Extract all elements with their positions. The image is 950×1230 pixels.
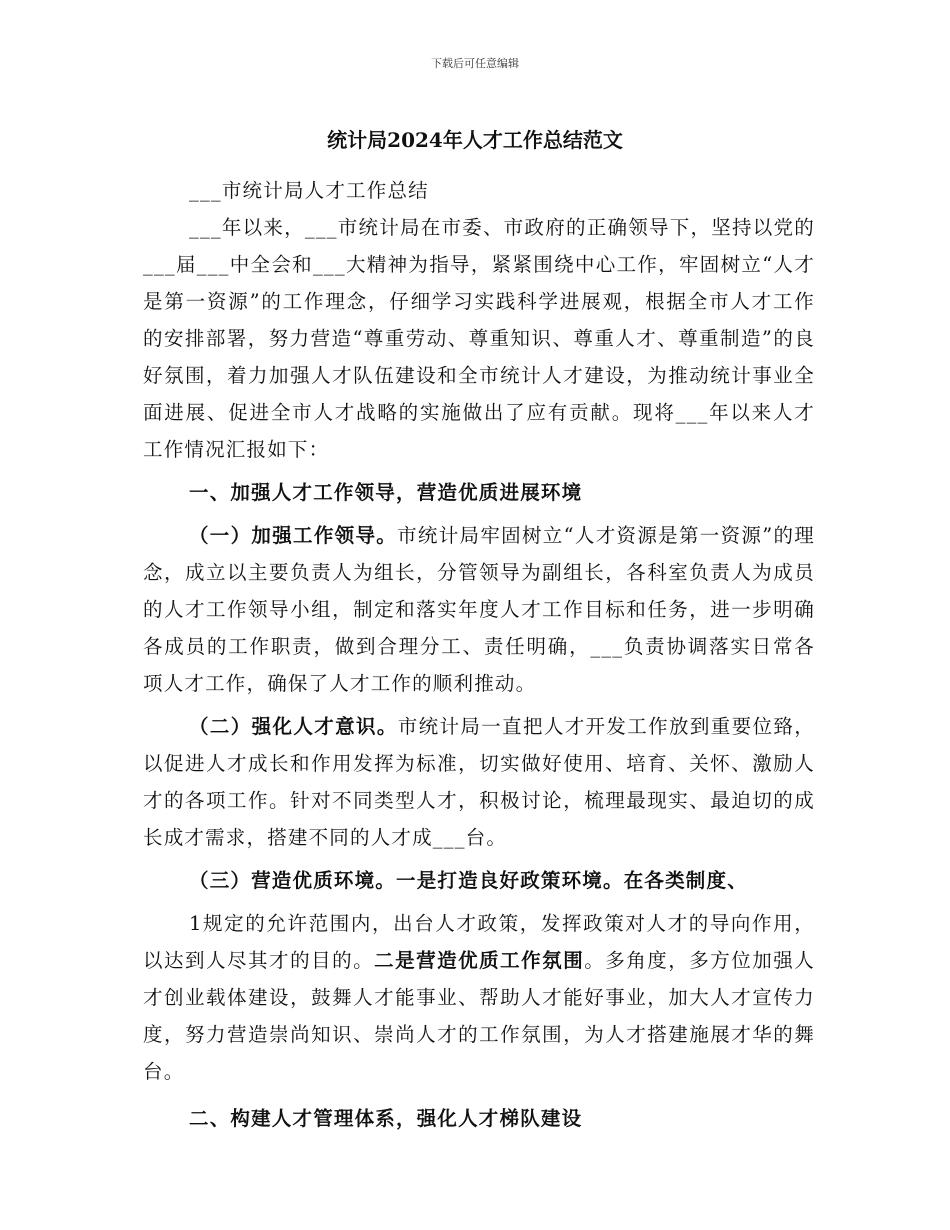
subsection-text-3a: 1规定的允许范围内，出台人才政策，发挥政策对人才的导向作用，以达到人尽其才的目的。 [143,912,815,972]
subsection-heading-3: （三）营造优质环境。一是打造良好政策环境。在各类制度、 [189,869,748,892]
subsection-heading-2: （二）强化人才意识。 [189,715,398,738]
document-title: 统计局2024年人才工作总结范文 [327,128,623,152]
header-note: 下载后可任意编辑 [431,57,519,70]
section-heading-2: 二、构建人才管理体系，强化人才梯队建设 [189,1107,583,1130]
section-heading-1: 一、加强人才工作领导，营造优质进展环境 [189,481,583,504]
subsection-paragraph-3 [143,905,815,1090]
subsection-text-3b: 。多角度，多方位加强人才创业载体建设，鼓舞人才能事业、帮助人才能好事业，加大人才宣传力度，努力营造崇尚知识、崇尚人才的工作氛围，为人才搭建施展才华的舞台。 [143,949,815,1083]
subsection-text-1: 市统计局牢固树立“人才资源是第一资源”的理念，成立以主要负责人为组长，分管领导为副组长，各科室负责人为成员的人才工作领导小组，制定和落实年度人才工作目标和任务，进一步明确各成员的工作职责，做到合理分工、责任明确，___负责协调落实日常各项人才工作，确保了人才工作的顺利推动。 [143,524,815,695]
subsection-paragraph-1 [143,517,815,702]
subsection-text-2: 市统计局一直把人才开发工作放到重要位臵，以促进人才成长和作用发挥为标准，切实做好使用、培育、关怀、激励人才的各项工作。针对不同类型人才，积极讨论，梳理最现实、最迫切的成长成才需求，搭建不同的人才成___台。 [143,715,815,849]
document-body [143,172,815,1137]
subtitle-paragraph: ___市统计局人才工作总结 [189,179,429,202]
subsection-paragraph-2 [143,708,815,856]
intro-paragraph: ___年以来，___市统计局在市委、市政府的正确领导下，坚持以党的___届___中全会和___大精神为指导，紧紧围绕中心工作，牢固树立“人才是第一资源”的工作理念，仔细学习实践科学进展观，根据全市人才工作的安排部署，努力营造“尊重劳动、尊重知识、尊重人才、尊重制造”的良好氛围，着力加强人才队伍建设和全市统计人才建设，为推动统计事业全面进展、促进全市人才战略的实施做出了应有贡献。现将___年以来人才工作情况汇报如下： [143,216,815,461]
subsection-bold-3: 二是营造优质工作氛围 [374,949,585,972]
subsection-heading-1: （一）加强工作领导。 [189,524,398,547]
